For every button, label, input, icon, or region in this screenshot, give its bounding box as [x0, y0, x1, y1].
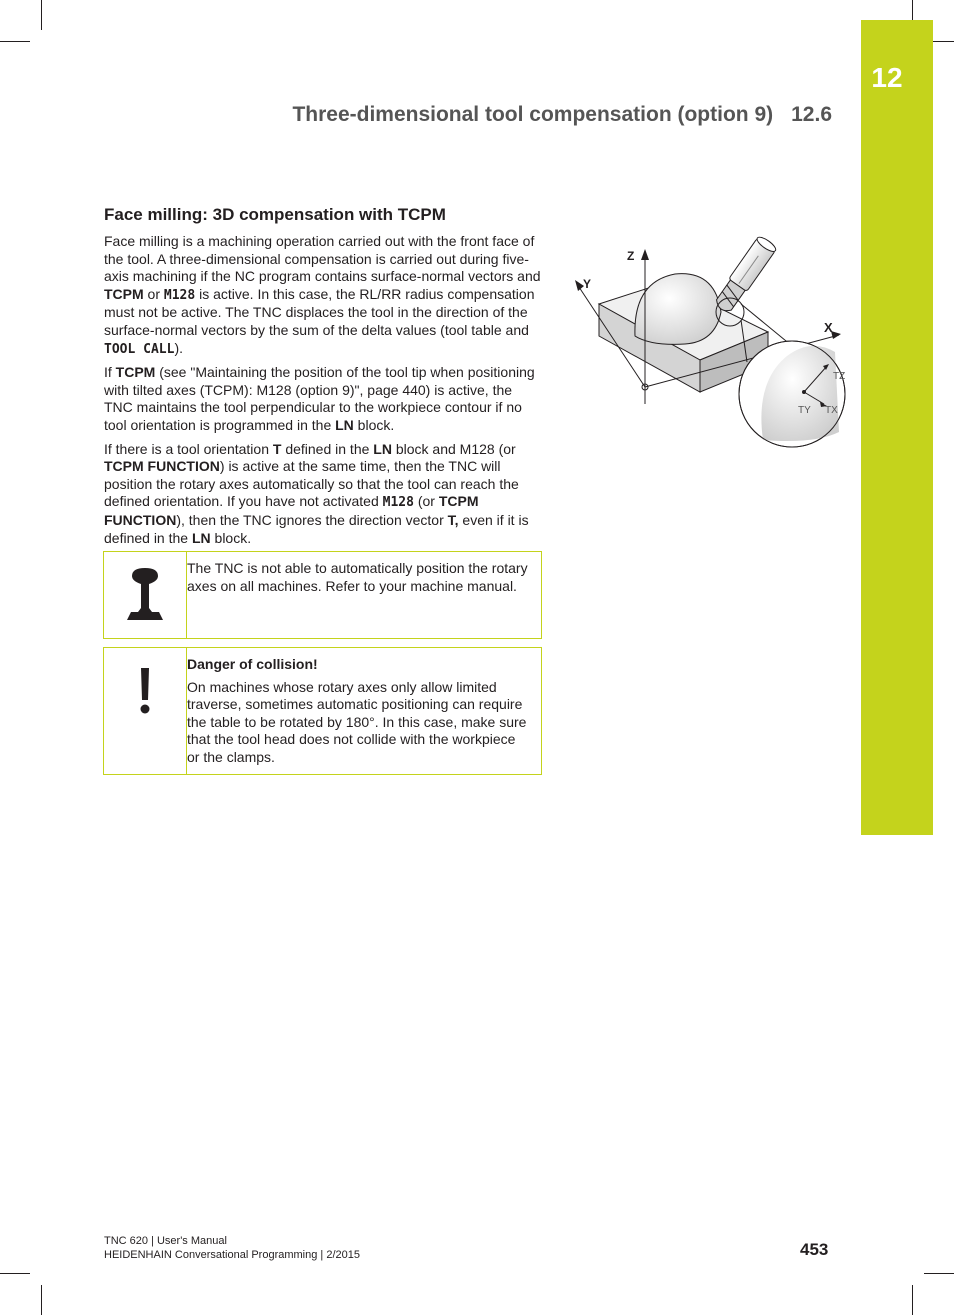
footer: [104, 1234, 360, 1262]
cross-reference[interactable]: (see "Maintaining the position of the tool tip when positioning with tilted axes (TCPM): M128 (option 9)", page 440) is active, the TNC maintains the tool perpendicular to the workpiece contour if no tool orientation is programmed in the: [104, 364, 535, 433]
text: If there is a tool orientation: [104, 440, 273, 457]
text: ).: [174, 339, 184, 356]
crop-mark: [41, 0, 42, 30]
axis-label-y: Y: [583, 277, 592, 291]
note-text: On machines whose rotary axes only allow limited traverse, sometimes automatic positioning can require the table to be rotated by 180°. In this case, make sure that the tool head does not collide with the workpiece or the clamps.: [187, 678, 527, 765]
text: defined in the: [281, 440, 374, 457]
crop-mark: [0, 1273, 30, 1274]
text: ) is active at the same time, then the TNC will position the rotary axes automatically so that the tool can reach the defined orientation. If you have not activated: [104, 458, 519, 510]
section-title: Face milling: 3D compensation with TCPM: [104, 205, 446, 224]
danger-note-box: [103, 647, 542, 775]
vector-label-tx: TX: [825, 405, 838, 416]
note-body: [187, 560, 531, 600]
paragraph-1: [104, 233, 541, 358]
machine-manual-icon: [124, 562, 166, 622]
text: even if it is defined in the: [104, 511, 529, 546]
text: If: [104, 364, 116, 381]
footer-line-2: HEIDENHAIN Conversational Programming | 2/2015: [104, 1249, 360, 1261]
text: block and M128 (or: [391, 440, 516, 457]
crop-mark: [912, 1285, 913, 1315]
text: (or: [413, 493, 439, 510]
code-term: TCPM: [115, 364, 156, 381]
code-term: M128: [382, 495, 414, 511]
code-term: TCPM FUNCTION: [104, 493, 479, 528]
paragraph-2: [104, 364, 541, 434]
text: Face milling is a machining operation carried out with the front face of the tool. A three-dimensional compensation is carried out during five-axis machining if the NC program contains surface-normal vectors and: [104, 233, 541, 285]
axis-label-x: X: [824, 320, 833, 335]
code-term: LN: [191, 529, 211, 546]
header-title: Three-dimensional tool compensation (option 9): [292, 103, 774, 126]
text: block.: [210, 529, 252, 546]
header-section-number: 12.6: [791, 103, 832, 126]
crop-mark: [924, 1273, 954, 1274]
face-milling-illustration: [565, 232, 855, 467]
note-title: Danger of collision!: [187, 656, 318, 672]
milling-tool: [712, 235, 778, 316]
code-term: T: [272, 440, 282, 457]
vector-label-ty: TY: [798, 405, 811, 416]
axis-label-z: Z: [627, 249, 635, 263]
code-term: LN: [373, 440, 392, 457]
code-term: T,: [447, 511, 459, 528]
main-content: [104, 205, 541, 553]
code-term: TCPM FUNCTION: [104, 458, 220, 475]
paragraph-3: [104, 441, 541, 548]
workpiece-dome: [635, 274, 721, 345]
text: is active. In this case, the RL/RR radius compensation must not be active. The TNC displaces the tool in the direction of the surface-normal vectors by the sum of the delta values (tool table and: [104, 285, 535, 338]
note-text: The TNC is not able to automatically position the rotary axes on all machines. Refer to your machine manual.: [187, 560, 528, 594]
machine-note-box: [103, 551, 542, 639]
code-term: LN: [335, 416, 354, 433]
exclamation-icon: [124, 658, 166, 718]
crop-mark: [0, 41, 30, 42]
chapter-tab: [861, 20, 933, 835]
running-header: [292, 103, 832, 127]
crop-mark: [41, 1285, 42, 1315]
footer-line-1: TNC 620 | User's Manual: [104, 1235, 227, 1247]
text: ), then the TNC ignores the direction vector: [176, 511, 448, 528]
text: or: [143, 285, 164, 302]
chapter-number: 12: [871, 62, 903, 93]
page-number: 453: [800, 1240, 829, 1259]
note-body: [187, 656, 531, 772]
text: block.: [353, 416, 395, 433]
code-term: TCPM: [104, 285, 144, 302]
vector-label-tz: TZ: [833, 371, 846, 382]
code-term: TOOL CALL: [104, 341, 175, 357]
code-term: M128: [163, 287, 196, 303]
